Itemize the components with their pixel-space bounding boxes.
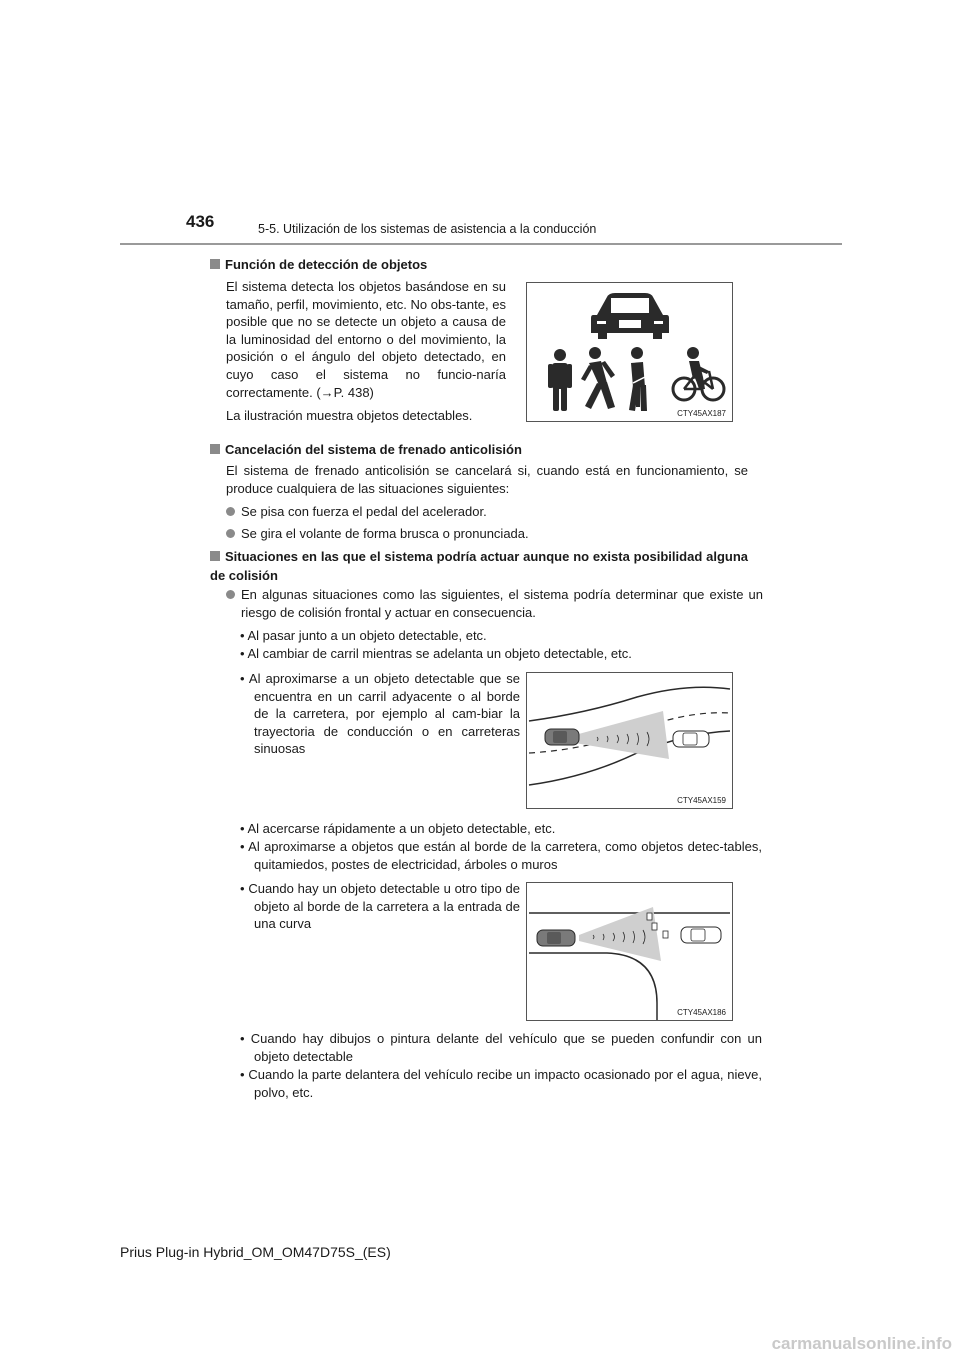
situation-item: • Al pasar junto a un objeto detectable, etc.: [240, 628, 487, 643]
watermark: carmanualsonline.info: [771, 1334, 952, 1353]
cancellation-bullet-2: [226, 525, 748, 543]
bullet-text: Se gira el volante de forma brusca o pronunciada.: [241, 526, 529, 541]
figure-code: CTY45AX187: [677, 409, 726, 418]
detection-caption: La ilustración muestra objetos detectables.: [226, 408, 473, 423]
situation-item: • Al acercarse rápidamente a un objeto detectable, etc.: [240, 821, 556, 836]
ego-car-icon: [545, 729, 579, 745]
bullet-text: Se pisa con fuerza el pedal del acelerador.: [241, 504, 487, 519]
cyclist-icon: [673, 347, 724, 400]
bullet-text: En algunas situaciones como las siguientes, el sistema podría determinar que existe un riesgo de colisión frontal y actuar en consecuencia.: [241, 587, 763, 620]
heading-text: Función de detección de objetos: [225, 257, 428, 272]
cancellation-paragraph: El sistema de frenado anticolisión se cancelará si, cuando está en funcionamiento, se produce cualquiera de las situaciones siguientes:: [226, 463, 748, 496]
car-front-icon: [591, 293, 669, 339]
header-rule: [120, 243, 842, 245]
bullet-dot-icon: [226, 529, 235, 538]
heading-square-icon: [210, 551, 220, 561]
figure-code: CTY45AX186: [677, 1008, 726, 1017]
heading-false-activation: [210, 547, 748, 585]
pedestrian-walking-icon: [581, 347, 615, 409]
bullet-dot-icon: [226, 590, 235, 599]
ego-car-icon: [537, 930, 575, 946]
figure-curved-road: [526, 672, 733, 809]
curve-entrance-illustration: [527, 883, 732, 1020]
situation-item: • Al aproximarse a objetos que están al borde de la carretera, como objetos detec-tables, quitamiedos, postes de electricidad, árboles o muros: [240, 839, 762, 872]
detectable-objects-illustration: [527, 283, 732, 421]
cancellation-bullet-1: [226, 503, 748, 521]
target-car-icon: [673, 731, 709, 747]
pedestrian-standing-icon: [548, 349, 572, 411]
heading-object-detection: [210, 256, 750, 273]
situations-bullet: [226, 586, 763, 621]
footer-manual-id: Prius Plug-in Hybrid_OM_OM47D75S_(ES): [120, 1244, 391, 1260]
curved-road-illustration: [527, 673, 732, 808]
figure-code: CTY45AX159: [677, 796, 726, 805]
heading-text: Situaciones en las que el sistema podría actuar aunque no exista posibilidad alguna de colisión: [210, 549, 748, 583]
target-car-icon: [681, 927, 721, 943]
person-with-bicycle-icon: [629, 347, 647, 411]
figure-detectable-objects: [526, 282, 733, 422]
situation-item: • Cuando la parte delantera del vehículo recibe un impacto ocasionado por el agua, nieve, polvo, etc.: [240, 1067, 762, 1100]
detection-paragraph: El sistema detecta los objetos basándose en su tamaño, perfil, movimiento, etc. No obs-tante, es posible que no se detecte un objeto a causa de la luminosidad del entorno o del movimiento, la posición o el ángulo del objeto detectado, en cuyo caso el sistema no funcio-naría correctamente. (→P. 438): [226, 279, 506, 400]
figure-curve-entrance: [526, 882, 733, 1021]
section-title: 5-5. Utilización de los sistemas de asistencia a la conducción: [258, 222, 597, 236]
heading-text: Cancelación del sistema de frenado anticolisión: [225, 442, 522, 457]
situation-item-entrance: • Cuando hay un objeto detectable u otro tipo de objeto al borde de la carretera a la entrada de una curva: [240, 881, 520, 932]
heading-cancellation: [210, 441, 750, 458]
bullet-dot-icon: [226, 507, 235, 516]
situation-item: • Al cambiar de carril mientras se adelanta un objeto detectable, etc.: [240, 646, 632, 661]
heading-square-icon: [210, 259, 220, 269]
situation-item: • Cuando hay dibujos o pintura delante del vehículo que se pueden confundir con un objeto detectable: [240, 1031, 762, 1064]
situation-item-curve: • Al aproximarse a un objeto detectable que se encuentra en un carril adyacente o al borde de la carretera, por ejemplo al cam-biar la trayectoria de conducción o en carreteras sinuosas: [240, 671, 520, 757]
page-number: 436: [186, 212, 215, 231]
heading-square-icon: [210, 444, 220, 454]
